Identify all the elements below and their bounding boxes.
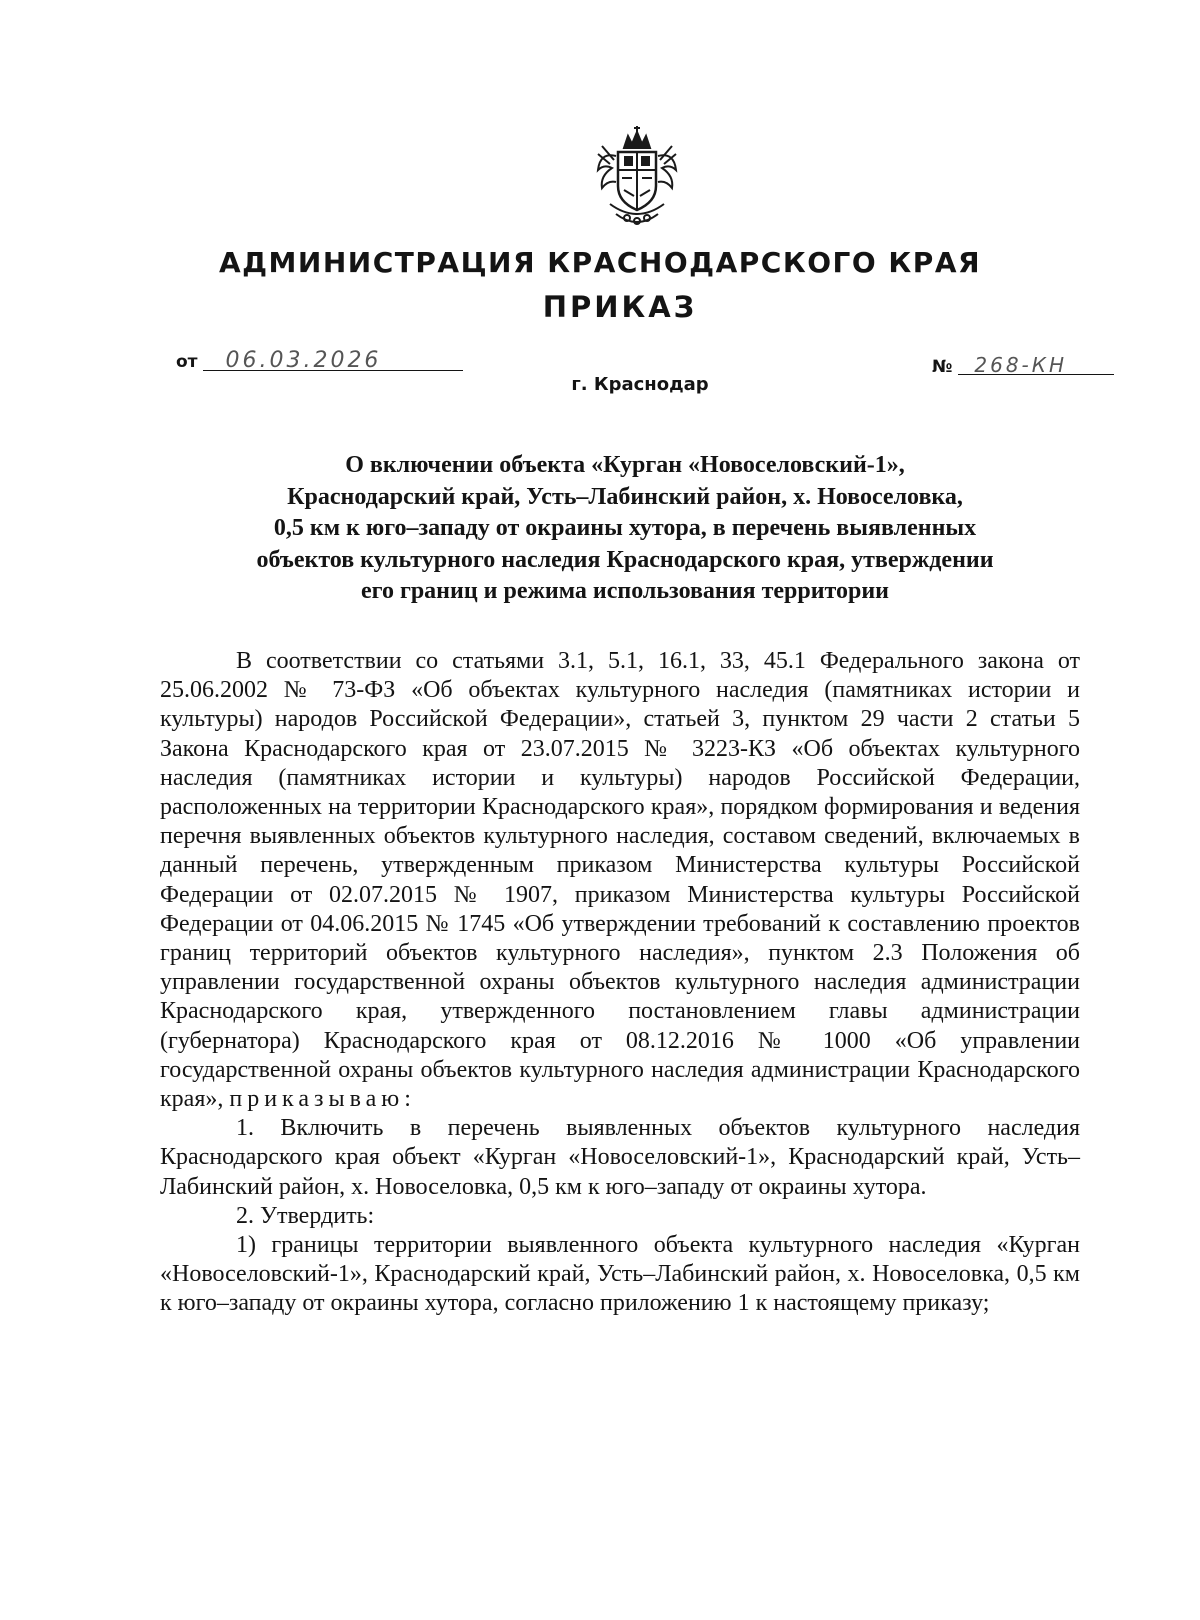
date-value: 06.03.2026	[203, 352, 463, 371]
document-subject	[160, 450, 1090, 608]
document-body	[160, 647, 1080, 1319]
order-word: приказываю:	[229, 1086, 416, 1113]
subject-line: О включении объекта «Курган «Новоселовский-1»,	[345, 452, 905, 478]
number-value: 268-КН	[958, 356, 1114, 375]
coat-of-arms-icon	[594, 126, 680, 230]
city-line: г. Краснодар	[571, 374, 709, 395]
document-type: ПРИКАЗ	[542, 290, 698, 324]
subject-line: Краснодарский край, Усть–Лабинский район, х. Новоселовка,	[287, 483, 963, 510]
subject-line: объектов культурного наследия Краснодарского края, утверждении	[256, 546, 994, 573]
document-date	[176, 348, 463, 373]
subject-line: 0,5 км к юго–западу от окраины хутора, в перечень выявленных	[273, 515, 977, 541]
item-2: 2. Утвердить:	[236, 1202, 375, 1229]
date-label: от	[176, 352, 198, 372]
organization-title: АДМИНИСТРАЦИЯ КРАСНОДАРСКОГО КРАЯ	[218, 246, 982, 279]
subject-line: его границ и режима использования территории	[360, 578, 890, 604]
preamble-text: В соответствии со статьями 3.1, 5.1, 16.1, 33, 45.1 Федерального закона от 25.06.2002 № 73-ФЗ «Об объектах культурного наследия (памятниках истории и культуры) народов Российской Федерации», статьей 3, пунктом 29 части 2 статьи 5 Закона Краснодарского края от 23.07.2015 № 3223-КЗ «Об объектах культурного наследия (памятниках истории и культуры) народов Российской Федерации, расположенных на территории Краснодарского края», порядком формирования и ведения перечня выявленных объектов культурного наследия, составом сведений, включаемых в данный перечень, утвержденным приказом Министерства культуры Российской Федерации от 02.07.2015 № 1907, приказом Министерства культуры Российской Федерации от 04.06.2015 № 1745 «Об утверждении требований к составлению проектов границ территорий объектов культурного наследия», пунктом 2.3 Положения об управлении государственной охраны объектов культурного наследия администрации Краснодарского края, утвержденного постановлением главы администрации (губернатора) Краснодарского края от 08.12.2016 № 1000 «Об управлении государственной охраны объектов культурного наследия администрации Краснодарского края»,	[160, 648, 1080, 1113]
preamble-paragraph	[160, 647, 1080, 1114]
item-2-1: 1) границы территории выявленного объекта культурного наследия «Курган «Новоселовский-1», Краснодарский край, Усть–Лабинский район, х. Новоселовка, 0,5 км к юго–западу от окраины хутора, согласно приложению 1 к настоящему приказу;	[160, 1232, 1080, 1317]
number-label: №	[932, 357, 953, 377]
item-1: 1. Включить в перечень выявленных объектов культурного наследия Краснодарского края объект «Курган «Новоселовский-1», Краснодарский край, Усть–Лабинский район, х. Новоселовка, 0,5 км к юго–западу от окраины хутора.	[160, 1115, 1080, 1200]
